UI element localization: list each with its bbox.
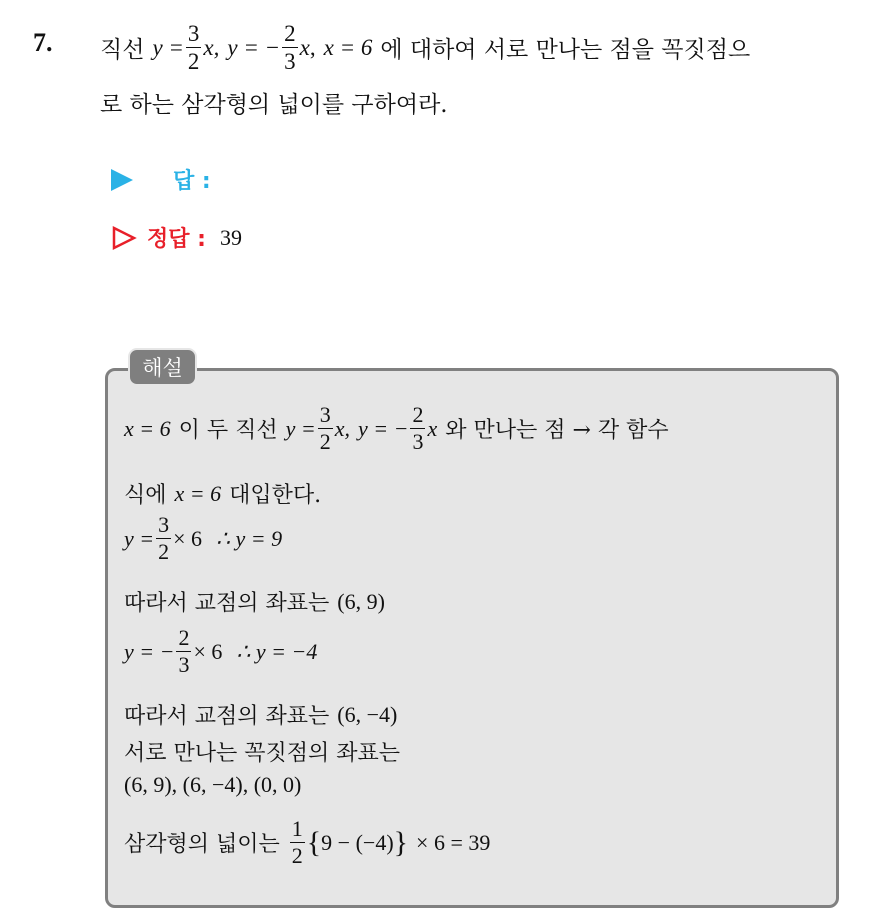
correct-value: 39 [219,224,242,250]
solution-tag: 해설 [128,348,197,386]
fraction-3-2: $\frac{3}{2}$ [319,402,331,454]
question-number: 7. [33,28,53,57]
eq2-var: x [299,34,310,60]
solution-line-3: y = $\frac{3}{2}$ × 6 ∴ y = 9 [124,512,283,564]
answer-row [111,164,211,195]
solution-line-4: 따라서 교점의 좌표는 (6, 9) [124,588,385,616]
question-text-post: 에 대하여 서로 만나는 점을 꼭짓점으 [380,37,751,63]
question-line-1 [100,22,750,73]
fraction-3-2: $\frac{3}{2}$ [158,512,170,564]
play-triangle-icon [111,169,133,191]
fraction-3-2: $\frac{3}{2}$ [187,21,200,74]
fraction-1-2: $\frac{1}{2}$ [291,816,303,868]
solution-line-9: 삼각형의 넓이는 $\frac{1}{2}$ { 9 − (−4) } × 6 = 39 [124,816,491,868]
eq2-lhs: y = − [227,34,281,60]
fraction-2-3: $\frac{2}{3}$ [178,625,190,677]
solution-line-6: 따라서 교점의 좌표는 (6, −4) [124,701,398,729]
fraction-2-3: $\frac{2}{3}$ [412,402,424,454]
correct-label: 정답 : [147,227,206,252]
solution-line-7: 서로 만나는 꼭짓점의 좌표는 [124,741,401,766]
question-text-pre: 직선 [100,37,145,63]
question-line-2: 로 하는 삼각형의 넓이를 구하여라. [100,92,448,118]
outline-triangle-icon [111,225,137,251]
eq1-lhs: y = [152,34,184,60]
correct-answer-row [111,222,242,253]
answer-label: 답 : [173,169,211,194]
eq3: x = 6 [323,34,373,60]
solution-line-8: (6, 9), (6, −4), (0, 0) [124,772,302,797]
fraction-2-3: $\frac{2}{3}$ [284,21,296,74]
solution-line-5: y = − $\frac{2}{3}$ × 6 ∴ y = −4 [124,625,318,677]
solution-line-1: x = 6 이 두 직선 y = $\frac{3}{2}$ x, y = − $\frac{2}{3}$ x 와 만나는 점 → 각 함수 [124,402,669,454]
solution-line-2: 식에 x = 6 대입한다. [124,480,322,508]
eq1-var: x, [203,34,220,60]
comma: , [309,34,316,60]
